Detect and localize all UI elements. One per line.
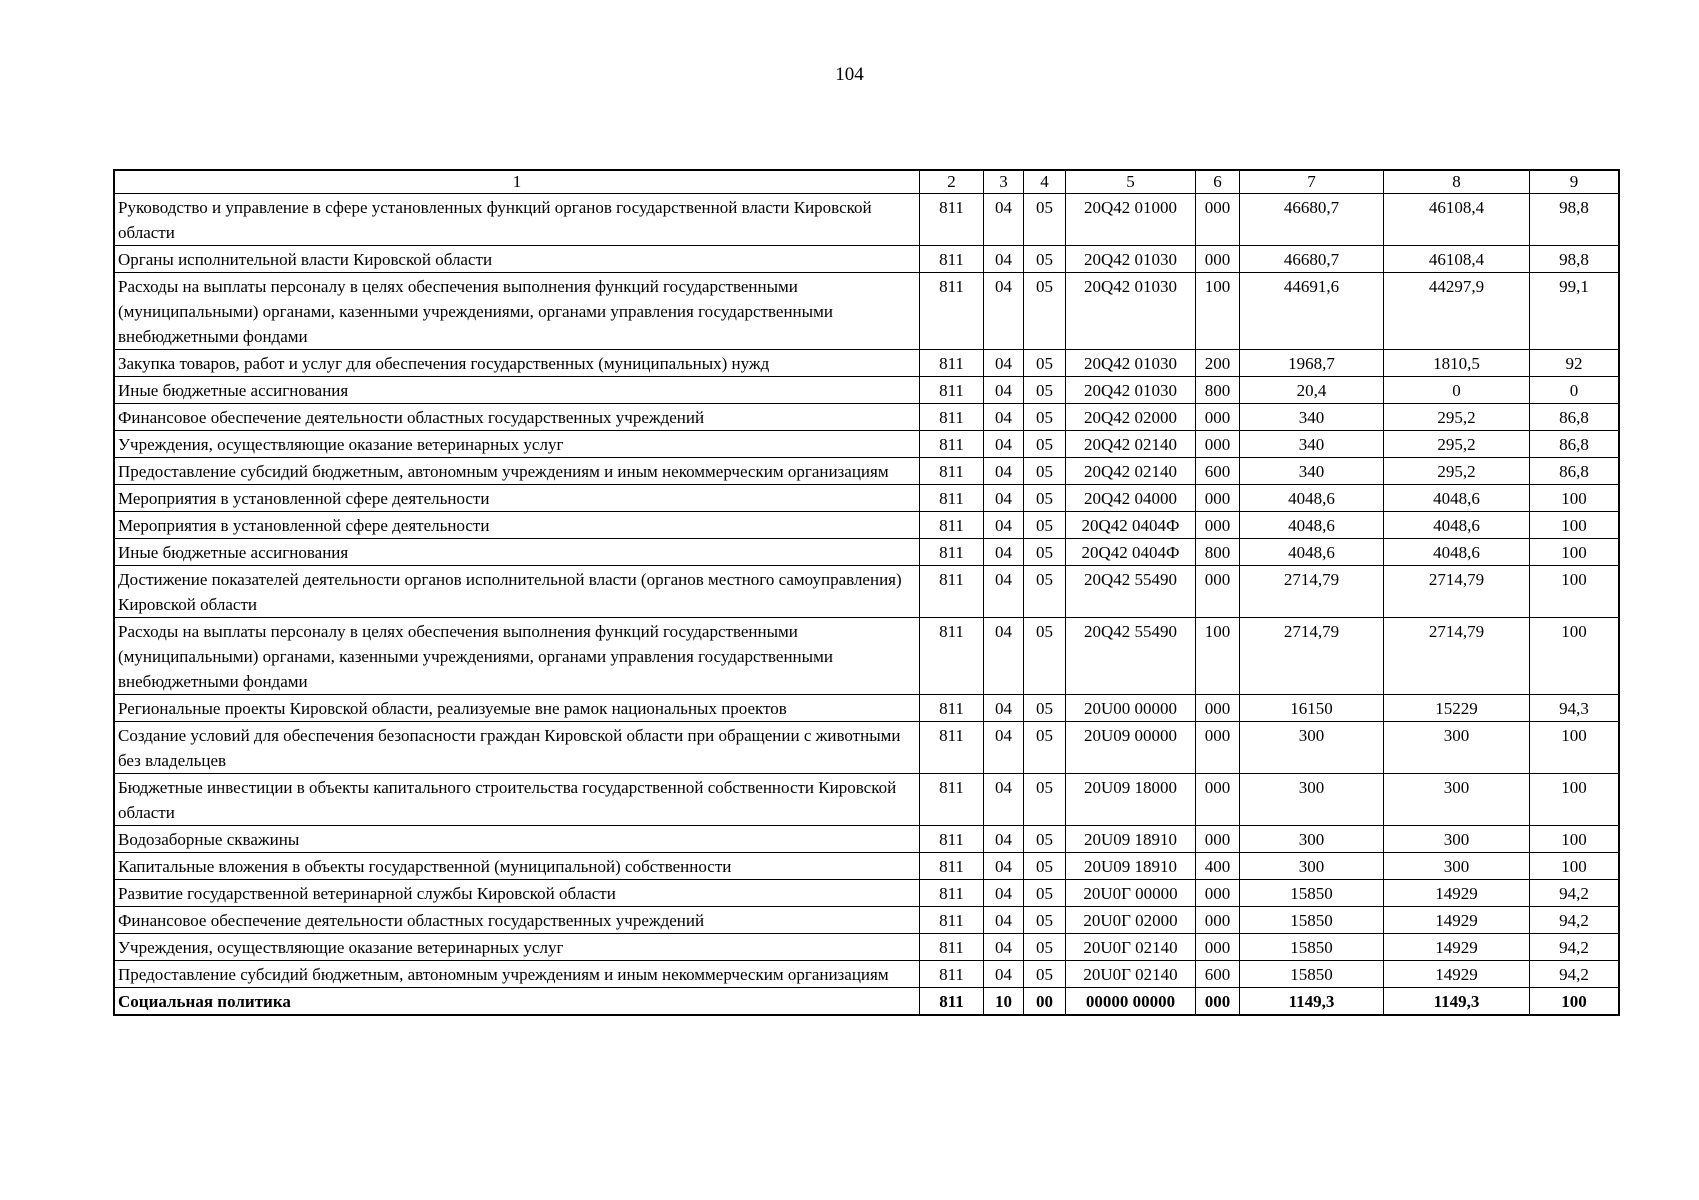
row-percent-cell: 94,2 [1530, 907, 1619, 934]
row-name-cell: Водозаборные скважины [115, 826, 920, 853]
row-subsection-cell: 05 [1024, 907, 1066, 934]
row-section-cell: 04 [984, 853, 1024, 880]
row-expense-type-cell: 000 [1196, 512, 1240, 539]
row-grbs-cell: 811 [920, 350, 984, 377]
table-row [115, 880, 1619, 907]
row-subsection-cell: 05 [1024, 458, 1066, 485]
row-name-cell: Закупка товаров, работ и услуг для обеспечения государственных (муниципальных) нужд [115, 350, 920, 377]
row-section-cell: 04 [984, 774, 1024, 826]
row-fact-cell: 2714,79 [1384, 566, 1530, 618]
row-plan-cell: 46680,7 [1240, 194, 1384, 246]
row-plan-cell: 4048,6 [1240, 485, 1384, 512]
row-section-cell: 04 [984, 539, 1024, 566]
header-cell: 1 [115, 171, 920, 194]
row-percent-cell: 86,8 [1530, 458, 1619, 485]
row-fact-cell: 46108,4 [1384, 194, 1530, 246]
row-grbs-cell: 811 [920, 826, 984, 853]
row-fact-cell: 295,2 [1384, 431, 1530, 458]
row-subsection-cell: 05 [1024, 695, 1066, 722]
row-subsection-cell: 05 [1024, 512, 1066, 539]
row-target-article-cell: 20Q42 04000 [1066, 485, 1196, 512]
row-fact-cell: 15229 [1384, 695, 1530, 722]
row-name-cell: Руководство и управление в сфере установленных функций органов государственной власти Кировской области [115, 194, 920, 246]
budget-table [114, 170, 1619, 1015]
row-fact-cell: 295,2 [1384, 458, 1530, 485]
table-row [115, 485, 1619, 512]
table-header-row [115, 171, 1619, 194]
row-percent-cell: 100 [1530, 826, 1619, 853]
header-cell: 9 [1530, 171, 1619, 194]
table-row [115, 404, 1619, 431]
row-expense-type-cell: 000 [1196, 934, 1240, 961]
row-plan-cell: 300 [1240, 722, 1384, 774]
row-section-cell: 04 [984, 485, 1024, 512]
row-target-article-cell: 20U0Г 02000 [1066, 907, 1196, 934]
row-percent-cell: 94,2 [1530, 880, 1619, 907]
row-plan-cell: 15850 [1240, 907, 1384, 934]
row-fact-cell: 4048,6 [1384, 539, 1530, 566]
row-plan-cell: 16150 [1240, 695, 1384, 722]
row-plan-cell: 340 [1240, 458, 1384, 485]
row-section-cell: 04 [984, 907, 1024, 934]
row-plan-cell: 300 [1240, 774, 1384, 826]
row-grbs-cell: 811 [920, 880, 984, 907]
row-name-cell: Предоставление субсидий бюджетным, автономным учреждениям и иным некоммерческим организациям [115, 458, 920, 485]
row-percent-cell: 94,3 [1530, 695, 1619, 722]
row-name-cell: Социальная политика [115, 988, 920, 1015]
table-row [115, 431, 1619, 458]
row-expense-type-cell: 000 [1196, 826, 1240, 853]
row-percent-cell: 98,8 [1530, 194, 1619, 246]
row-subsection-cell: 05 [1024, 722, 1066, 774]
table-row [115, 988, 1619, 1015]
row-target-article-cell: 20Q42 02140 [1066, 431, 1196, 458]
row-subsection-cell: 05 [1024, 618, 1066, 695]
row-subsection-cell: 05 [1024, 934, 1066, 961]
row-subsection-cell: 05 [1024, 350, 1066, 377]
row-plan-cell: 15850 [1240, 961, 1384, 988]
row-expense-type-cell: 800 [1196, 377, 1240, 404]
row-plan-cell: 20,4 [1240, 377, 1384, 404]
row-grbs-cell: 811 [920, 512, 984, 539]
table-row [115, 961, 1619, 988]
row-expense-type-cell: 000 [1196, 485, 1240, 512]
row-percent-cell: 92 [1530, 350, 1619, 377]
row-grbs-cell: 811 [920, 961, 984, 988]
row-expense-type-cell: 000 [1196, 907, 1240, 934]
row-grbs-cell: 811 [920, 722, 984, 774]
row-name-cell: Иные бюджетные ассигнования [115, 539, 920, 566]
row-grbs-cell: 811 [920, 934, 984, 961]
row-fact-cell: 14929 [1384, 907, 1530, 934]
row-section-cell: 04 [984, 431, 1024, 458]
row-section-cell: 04 [984, 566, 1024, 618]
row-percent-cell: 99,1 [1530, 273, 1619, 350]
table-row [115, 934, 1619, 961]
row-percent-cell: 100 [1530, 618, 1619, 695]
row-subsection-cell: 05 [1024, 431, 1066, 458]
row-expense-type-cell: 200 [1196, 350, 1240, 377]
table-row [115, 194, 1619, 246]
table-row [115, 246, 1619, 273]
row-grbs-cell: 811 [920, 458, 984, 485]
header-cell: 3 [984, 171, 1024, 194]
row-target-article-cell: 20U0Г 00000 [1066, 880, 1196, 907]
row-target-article-cell: 20Q42 01030 [1066, 273, 1196, 350]
table-row [115, 853, 1619, 880]
row-subsection-cell: 05 [1024, 826, 1066, 853]
row-fact-cell: 44297,9 [1384, 273, 1530, 350]
row-section-cell: 04 [984, 273, 1024, 350]
row-section-cell: 04 [984, 934, 1024, 961]
row-target-article-cell: 20Q42 55490 [1066, 618, 1196, 695]
row-fact-cell: 300 [1384, 722, 1530, 774]
row-subsection-cell: 05 [1024, 539, 1066, 566]
row-grbs-cell: 811 [920, 566, 984, 618]
row-plan-cell: 4048,6 [1240, 512, 1384, 539]
row-target-article-cell: 20Q42 01000 [1066, 194, 1196, 246]
row-plan-cell: 2714,79 [1240, 566, 1384, 618]
row-percent-cell: 100 [1530, 566, 1619, 618]
row-target-article-cell: 20U09 18910 [1066, 826, 1196, 853]
row-subsection-cell: 05 [1024, 880, 1066, 907]
row-name-cell: Финансовое обеспечение деятельности областных государственных учреждений [115, 404, 920, 431]
row-expense-type-cell: 600 [1196, 961, 1240, 988]
row-name-cell: Создание условий для обеспечения безопасности граждан Кировской области при обращении с животными без владельцев [115, 722, 920, 774]
row-expense-type-cell: 000 [1196, 194, 1240, 246]
row-plan-cell: 46680,7 [1240, 246, 1384, 273]
row-target-article-cell: 20U00 00000 [1066, 695, 1196, 722]
row-fact-cell: 4048,6 [1384, 485, 1530, 512]
row-name-cell: Капитальные вложения в объекты государственной (муниципальной) собственности [115, 853, 920, 880]
row-percent-cell: 100 [1530, 722, 1619, 774]
row-name-cell: Развитие государственной ветеринарной службы Кировской области [115, 880, 920, 907]
row-expense-type-cell: 000 [1196, 431, 1240, 458]
table-row [115, 539, 1619, 566]
row-plan-cell: 15850 [1240, 880, 1384, 907]
row-grbs-cell: 811 [920, 774, 984, 826]
row-name-cell: Учреждения, осуществляющие оказание ветеринарных услуг [115, 934, 920, 961]
row-name-cell: Учреждения, осуществляющие оказание ветеринарных услуг [115, 431, 920, 458]
header-cell: 2 [920, 171, 984, 194]
row-grbs-cell: 811 [920, 618, 984, 695]
row-percent-cell: 100 [1530, 485, 1619, 512]
row-expense-type-cell: 000 [1196, 988, 1240, 1015]
table-row [115, 722, 1619, 774]
row-subsection-cell: 05 [1024, 853, 1066, 880]
row-target-article-cell: 20Q42 0404Ф [1066, 539, 1196, 566]
table-row [115, 458, 1619, 485]
row-section-cell: 04 [984, 961, 1024, 988]
row-expense-type-cell: 400 [1196, 853, 1240, 880]
row-fact-cell: 300 [1384, 826, 1530, 853]
row-fact-cell: 1810,5 [1384, 350, 1530, 377]
row-plan-cell: 1968,7 [1240, 350, 1384, 377]
row-grbs-cell: 811 [920, 404, 984, 431]
row-section-cell: 04 [984, 826, 1024, 853]
row-percent-cell: 100 [1530, 988, 1619, 1015]
row-grbs-cell: 811 [920, 485, 984, 512]
row-expense-type-cell: 000 [1196, 566, 1240, 618]
row-expense-type-cell: 000 [1196, 404, 1240, 431]
table-row [115, 618, 1619, 695]
row-percent-cell: 100 [1530, 539, 1619, 566]
table-row [115, 774, 1619, 826]
row-subsection-cell: 05 [1024, 377, 1066, 404]
table-row [115, 826, 1619, 853]
row-target-article-cell: 20Q42 02000 [1066, 404, 1196, 431]
row-name-cell: Финансовое обеспечение деятельности областных государственных учреждений [115, 907, 920, 934]
header-cell: 7 [1240, 171, 1384, 194]
row-section-cell: 04 [984, 404, 1024, 431]
row-target-article-cell: 20U09 00000 [1066, 722, 1196, 774]
row-section-cell: 04 [984, 350, 1024, 377]
row-grbs-cell: 811 [920, 539, 984, 566]
row-plan-cell: 4048,6 [1240, 539, 1384, 566]
header-cell: 4 [1024, 171, 1066, 194]
row-expense-type-cell: 000 [1196, 774, 1240, 826]
row-fact-cell: 0 [1384, 377, 1530, 404]
row-percent-cell: 94,2 [1530, 934, 1619, 961]
row-expense-type-cell: 600 [1196, 458, 1240, 485]
row-section-cell: 04 [984, 880, 1024, 907]
row-expense-type-cell: 000 [1196, 695, 1240, 722]
row-name-cell: Достижение показателей деятельности органов исполнительной власти (органов местного самоуправления) Кировской области [115, 566, 920, 618]
table-row [115, 512, 1619, 539]
row-target-article-cell: 20Q42 55490 [1066, 566, 1196, 618]
table-row [115, 273, 1619, 350]
row-target-article-cell: 20Q42 02140 [1066, 458, 1196, 485]
row-plan-cell: 1149,3 [1240, 988, 1384, 1015]
row-percent-cell: 100 [1530, 512, 1619, 539]
row-name-cell: Региональные проекты Кировской области, реализуемые вне рамок национальных проектов [115, 695, 920, 722]
header-cell: 6 [1196, 171, 1240, 194]
row-grbs-cell: 811 [920, 853, 984, 880]
row-subsection-cell: 05 [1024, 485, 1066, 512]
row-section-cell: 04 [984, 512, 1024, 539]
row-expense-type-cell: 800 [1196, 539, 1240, 566]
row-percent-cell: 94,2 [1530, 961, 1619, 988]
header-cell: 8 [1384, 171, 1530, 194]
row-plan-cell: 340 [1240, 404, 1384, 431]
row-name-cell: Мероприятия в установленной сфере деятельности [115, 512, 920, 539]
row-plan-cell: 340 [1240, 431, 1384, 458]
row-target-article-cell: 20U09 18000 [1066, 774, 1196, 826]
row-fact-cell: 46108,4 [1384, 246, 1530, 273]
row-plan-cell: 15850 [1240, 934, 1384, 961]
header-cell: 5 [1066, 171, 1196, 194]
table-row [115, 566, 1619, 618]
row-name-cell: Иные бюджетные ассигнования [115, 377, 920, 404]
table-row [115, 350, 1619, 377]
row-section-cell: 04 [984, 377, 1024, 404]
row-grbs-cell: 811 [920, 431, 984, 458]
row-percent-cell: 86,8 [1530, 404, 1619, 431]
row-plan-cell: 300 [1240, 853, 1384, 880]
row-section-cell: 10 [984, 988, 1024, 1015]
row-name-cell: Расходы на выплаты персоналу в целях обеспечения выполнения функций государственными (муниципальными) органами, казенными учреждениями, органами управления государственными внебюджетными фондами [115, 618, 920, 695]
row-grbs-cell: 811 [920, 907, 984, 934]
row-name-cell: Бюджетные инвестиции в объекты капитального строительства государственной собственности Кировской области [115, 774, 920, 826]
row-expense-type-cell: 000 [1196, 880, 1240, 907]
row-subsection-cell: 05 [1024, 566, 1066, 618]
row-expense-type-cell: 000 [1196, 246, 1240, 273]
row-grbs-cell: 811 [920, 194, 984, 246]
row-fact-cell: 300 [1384, 853, 1530, 880]
row-section-cell: 04 [984, 246, 1024, 273]
row-grbs-cell: 811 [920, 246, 984, 273]
row-grbs-cell: 811 [920, 377, 984, 404]
row-section-cell: 04 [984, 458, 1024, 485]
row-fact-cell: 1149,3 [1384, 988, 1530, 1015]
row-fact-cell: 4048,6 [1384, 512, 1530, 539]
row-percent-cell: 100 [1530, 853, 1619, 880]
row-name-cell: Мероприятия в установленной сфере деятельности [115, 485, 920, 512]
row-percent-cell: 0 [1530, 377, 1619, 404]
row-expense-type-cell: 100 [1196, 273, 1240, 350]
row-grbs-cell: 811 [920, 273, 984, 350]
row-subsection-cell: 05 [1024, 194, 1066, 246]
row-grbs-cell: 811 [920, 988, 984, 1015]
row-section-cell: 04 [984, 194, 1024, 246]
row-target-article-cell: 00000 00000 [1066, 988, 1196, 1015]
row-subsection-cell: 00 [1024, 988, 1066, 1015]
row-target-article-cell: 20U0Г 02140 [1066, 934, 1196, 961]
row-target-article-cell: 20Q42 01030 [1066, 377, 1196, 404]
row-grbs-cell: 811 [920, 695, 984, 722]
row-name-cell: Органы исполнительной власти Кировской области [115, 246, 920, 273]
row-percent-cell: 100 [1530, 774, 1619, 826]
row-percent-cell: 86,8 [1530, 431, 1619, 458]
table-row [115, 907, 1619, 934]
row-target-article-cell: 20Q42 01030 [1066, 246, 1196, 273]
row-plan-cell: 300 [1240, 826, 1384, 853]
row-fact-cell: 295,2 [1384, 404, 1530, 431]
row-section-cell: 04 [984, 618, 1024, 695]
row-fact-cell: 2714,79 [1384, 618, 1530, 695]
row-subsection-cell: 05 [1024, 404, 1066, 431]
row-plan-cell: 2714,79 [1240, 618, 1384, 695]
row-target-article-cell: 20U09 18910 [1066, 853, 1196, 880]
row-subsection-cell: 05 [1024, 961, 1066, 988]
row-section-cell: 04 [984, 695, 1024, 722]
row-fact-cell: 14929 [1384, 961, 1530, 988]
row-expense-type-cell: 100 [1196, 618, 1240, 695]
row-section-cell: 04 [984, 722, 1024, 774]
table-row [115, 695, 1619, 722]
row-subsection-cell: 05 [1024, 246, 1066, 273]
row-expense-type-cell: 000 [1196, 722, 1240, 774]
row-fact-cell: 14929 [1384, 880, 1530, 907]
row-name-cell: Предоставление субсидий бюджетным, автономным учреждениям и иным некоммерческим организациям [115, 961, 920, 988]
row-target-article-cell: 20Q42 0404Ф [1066, 512, 1196, 539]
row-name-cell: Расходы на выплаты персоналу в целях обеспечения выполнения функций государственными (муниципальными) органами, казенными учреждениями, органами управления государственными внебюджетными фондами [115, 273, 920, 350]
row-target-article-cell: 20Q42 01030 [1066, 350, 1196, 377]
row-fact-cell: 300 [1384, 774, 1530, 826]
row-subsection-cell: 05 [1024, 774, 1066, 826]
row-fact-cell: 14929 [1384, 934, 1530, 961]
row-percent-cell: 98,8 [1530, 246, 1619, 273]
row-target-article-cell: 20U0Г 02140 [1066, 961, 1196, 988]
row-plan-cell: 44691,6 [1240, 273, 1384, 350]
table-row [115, 377, 1619, 404]
page-number: 104 [835, 64, 864, 85]
row-subsection-cell: 05 [1024, 273, 1066, 350]
